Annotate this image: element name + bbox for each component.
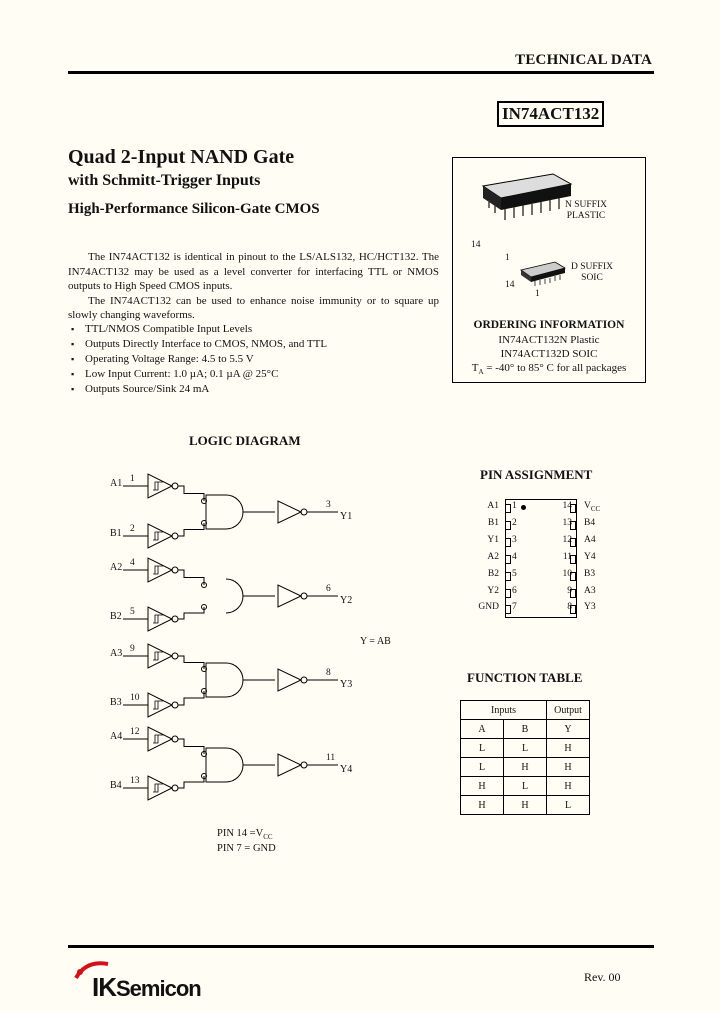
wire [178,523,204,536]
table-cell: L [461,739,504,758]
input-label-a2: A2 [110,562,123,573]
pin-lead [505,605,511,614]
pin-name-left: B1 [487,517,499,528]
ordering-line1: IN74ACT132N Plastic [498,334,600,346]
pin-lead [570,504,576,513]
pin-number-left: 7 [512,602,517,613]
pin-assignment-title: PIN ASSIGNMENT [480,467,593,482]
soic-pin14-label: 14 [505,280,515,290]
hysteresis-icon [153,784,163,792]
pin-name-left: A2 [487,551,499,562]
table-column-row [461,720,590,739]
pin14-text: PIN 14 =V [217,828,264,839]
table-cell: L [547,796,590,815]
table-cell: L [504,739,547,758]
part-number-box: IN74ACT132 [497,101,604,127]
output-label-y2: Y2 [340,595,353,606]
input-pin-number: 9 [130,644,135,654]
inverter-icon [278,754,301,776]
footer-rule [68,945,654,948]
table-cell: H [461,796,504,815]
description-p1: The IN74ACT132 is identical in pinout to the LS/ALS132, HC/HCT132. The IN74ACT132 may be used as a level converter for interfacing TTL or NMOS outputs to High Speed CMOS inputs. [68,251,439,293]
input-pin-number: 4 [130,558,135,568]
and-gate-icon [206,495,243,529]
wire [178,656,204,669]
input-label-b4: B4 [110,780,122,791]
dip-package-icon [483,174,571,220]
table-header-row [461,701,590,720]
description [68,250,439,323]
output-label-y3: Y3 [340,679,353,690]
table-cell: H [547,777,590,796]
table-cell: H [504,796,547,815]
and-gate-icon [226,579,243,613]
schmitt-buffer-icon [148,524,172,548]
function-table-title: FUNCTION TABLE [467,670,583,685]
pin-number-right: 12 [562,534,572,545]
output-header: Output [547,701,590,720]
pin-lead [505,521,511,530]
table-row [461,739,590,758]
package-illustration [453,158,645,308]
company-logo [70,958,260,1006]
output-pin-number: 6 [326,584,331,594]
table-cell: H [547,739,590,758]
pin-lead [570,555,576,564]
d-suffix-text: D SUFFIX [571,262,613,272]
pin-number-right: 8 [567,602,572,613]
schmitt-buffer-icon [148,693,172,717]
feature-item: ▪ Outputs Directly Interface to CMOS, NMOS, and TTL [68,337,439,352]
feature-item: ▪ TTL/NMOS Compatible Input Levels [68,322,439,337]
input-pin-number: 5 [130,607,135,617]
n-suffix-label [565,200,607,222]
inverter-icon [278,501,301,523]
schmitt-buffer-icon [148,776,172,800]
pin-number-left: 6 [512,585,517,596]
pin-name-subscript: CC [590,504,601,513]
hysteresis-icon [153,566,163,574]
hysteresis-icon [153,652,163,660]
pin-name-left: Y2 [487,585,499,596]
feature-item: ▪ Operating Voltage Range: 4.5 to 5.5 V [68,352,439,367]
table-row [461,796,590,815]
title-line1: Quad 2-Input NAND Gate [68,146,295,168]
pin-lead [570,589,576,598]
pin-lead [505,589,511,598]
title-line3: High-Performance Silicon-Gate CMOS [68,201,320,217]
pin14-note [217,828,276,843]
wire [178,607,204,619]
package-info-box [452,157,646,383]
soic-pin1-label: 1 [535,289,540,299]
ordering-line2: IN74ACT132D SOIC [500,348,598,360]
pin-name-right: Y4 [584,551,596,562]
inverter-icon [278,669,301,691]
pin-lead [505,555,511,564]
hysteresis-icon [153,482,163,490]
input-pin-number: 12 [130,727,140,737]
table-cell: L [504,777,547,796]
input-label-a3: A3 [110,648,123,659]
pin-name-right: A3 [584,585,596,596]
hysteresis-icon [153,735,163,743]
power-pins-note [217,828,276,855]
pin-lead [505,538,511,547]
logic-diagram-title: LOGIC DIAGRAM [189,433,301,448]
pin-name-right: B4 [584,517,596,528]
temp-range: = -40° to 85° C for all packages [483,362,627,374]
feature-list [68,322,439,397]
schmitt-buffer-icon [148,644,172,668]
document-header: TECHNICAL DATA [515,52,652,68]
input-label-a1: A1 [110,478,123,489]
logic-diagram [100,465,400,805]
pin-number-right: 13 [562,517,572,528]
soic-package-icon [521,262,565,286]
pin-number-left: 4 [512,551,517,562]
output-pin-number: 8 [326,668,331,678]
pin-name-left: A1 [487,501,499,511]
inverter-icon [278,585,301,607]
input-pin-number: 1 [130,474,135,484]
pin-lead [570,538,576,547]
output-label-y1: Y1 [340,511,353,522]
pin-lead [570,521,576,530]
pin-number-left: 2 [512,517,517,528]
schmitt-buffer-icon [148,474,172,498]
pin-name-left: Y1 [487,534,499,545]
title-line2: with Schmitt-Trigger Inputs [68,172,261,189]
pin-number-left: 5 [512,568,517,579]
column-b: B [504,720,547,739]
input-label-b1: B1 [110,528,122,539]
logo-semicon-text: Semicon [116,976,201,1001]
input-pin-number: 13 [130,776,140,786]
pin-lead [570,572,576,581]
pin-lead [505,572,511,581]
feature-item: ▪ Low Input Current: 1.0 µA; 0.1 µA @ 25°C [68,367,439,382]
pin-number-right: 10 [562,568,572,579]
input-label-b3: B3 [110,697,122,708]
pin-number-left: 1 [512,501,517,511]
schmitt-buffer-icon [148,607,172,631]
d-type-text: SOIC [581,273,603,283]
pin-number-right: 9 [567,585,572,596]
pin-lead [570,605,576,614]
pin1-marker-icon [521,505,526,510]
pin-name-right: $V_{CC}$ [584,501,601,513]
input-pin-number: 10 [130,693,140,703]
wire [178,739,204,754]
inputs-header: Inputs [461,701,547,720]
header-rule [68,71,654,74]
table-cell: L [461,758,504,777]
column-a: A [461,720,504,739]
ordering-temp [453,361,645,380]
pin14-subscript: CC [263,833,273,842]
n-type-text: PLASTIC [566,211,606,221]
table-row [461,777,590,796]
pin-name-right: Y3 [584,602,596,613]
pin-name-left: B2 [487,568,499,579]
pin-name-right: A4 [584,534,596,545]
pin-lead [505,504,511,513]
hysteresis-icon [153,532,163,540]
wire [178,776,204,788]
and-gate-icon [206,663,243,697]
input-pin-number: 2 [130,524,135,534]
wire [178,486,204,501]
table-row [461,758,590,777]
hysteresis-icon [153,701,163,709]
temp-symbol: T [471,362,479,374]
schmitt-buffer-icon [148,727,172,751]
output-pin-number: 3 [326,500,331,510]
pin-number-right: 11 [562,551,572,562]
table-cell: H [461,777,504,796]
hysteresis-icon [153,615,163,623]
wire [178,691,204,705]
dip-pin1-label: 1 [505,253,510,263]
pin-number-left: 3 [512,534,517,545]
wire [178,570,204,585]
input-label-a4: A4 [110,731,123,742]
and-gate-icon [206,748,243,782]
feature-item: ▪ Outputs Source/Sink 24 mA [68,382,439,397]
function-table [460,700,590,815]
revision-label: Rev. 00 [584,970,621,984]
column-y: Y [547,720,590,739]
ordering-title: ORDERING INFORMATION [473,319,625,331]
pin-name-left: GND [478,602,499,613]
logo-ik-text: IK [92,972,116,1002]
n-suffix-text: N SUFFIX [565,200,607,210]
schmitt-buffer-icon [148,558,172,582]
pin-name-right: B3 [584,568,596,579]
output-label-y4: Y4 [340,764,353,775]
d-suffix-label [571,262,613,284]
description-p2: The IN74ACT132 can be used to enhance noise immunity or to square up slowly changing waveforms. [68,294,439,322]
input-label-b2: B2 [110,611,122,622]
table-cell: H [504,758,547,777]
logic-equation: Y = AB [360,636,391,647]
pin7-note: PIN 7 = GND [217,843,276,855]
pin-number-right: 14 [562,501,572,511]
table-cell: H [547,758,590,777]
output-pin-number: 11 [326,753,336,763]
dip-pin14-label: 14 [471,240,481,250]
temp-subscript: A [478,368,484,377]
